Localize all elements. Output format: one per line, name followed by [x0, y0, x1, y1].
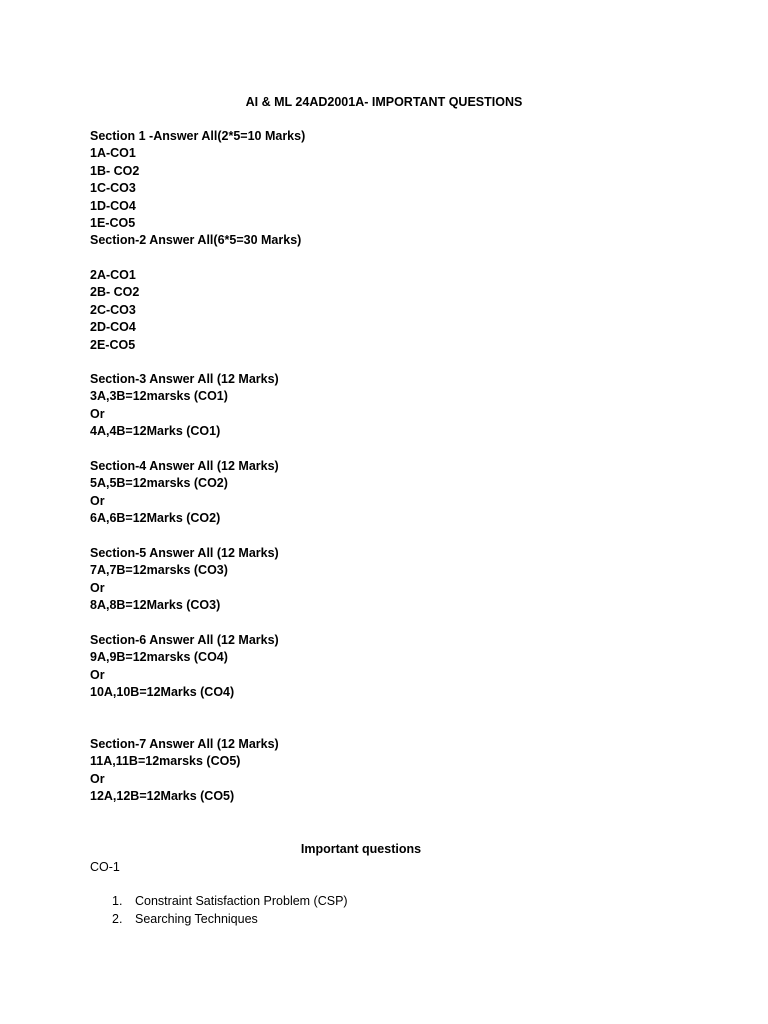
section-2-item: 2C-CO3 [90, 302, 136, 317]
section-5-line: 8A,8B=12Marks (CO3) [90, 598, 221, 613]
section-1-item: 1E-CO5 [90, 215, 136, 230]
section-4 [90, 458, 279, 528]
section-3-line: 3A,3B=12marsks (CO1) [90, 389, 228, 404]
section-2-item: 2D-CO4 [90, 320, 136, 335]
section-2-item: 2E-CO5 [90, 337, 136, 352]
section-3 [90, 371, 279, 441]
section-3-line: 4A,4B=12Marks (CO1) [90, 424, 221, 439]
section-4-line: 6A,6B=12Marks (CO2) [90, 511, 221, 526]
section-1 [90, 128, 305, 250]
section-7-line: Or [90, 771, 105, 786]
section-6-line: Or [90, 667, 105, 682]
section-2-item: 2A-CO1 [90, 268, 136, 282]
list-item-text: Searching Techniques [135, 912, 258, 926]
section-2-heading: Section-2 Answer All(6*5=30 Marks) [90, 233, 302, 248]
important-questions-heading: Important questions [300, 842, 422, 856]
section-4-line: 5A,5B=12marsks (CO2) [90, 476, 228, 491]
list-item-number: 2. [112, 912, 123, 926]
section-2 [90, 267, 139, 354]
section-6-line: 9A,9B=12marsks (CO4) [90, 650, 228, 665]
section-4-line: Or [90, 493, 105, 508]
section-6-line: 10A,10B=12Marks (CO4) [90, 685, 235, 700]
section-6-heading: Section-6 Answer All (12 Marks) [90, 633, 279, 647]
section-7-line: 12A,12B=12Marks (CO5) [90, 789, 235, 804]
section-5-line: Or [90, 580, 105, 595]
document-title: AI & ML 24AD2001A- IMPORTANT QUESTIONS [245, 95, 523, 109]
section-5-heading: Section-5 Answer All (12 Marks) [90, 546, 279, 560]
co-label: CO-1 [90, 860, 120, 874]
section-6 [90, 632, 279, 702]
section-3-line: Or [90, 406, 105, 421]
section-5-line: 7A,7B=12marsks (CO3) [90, 563, 228, 578]
section-5 [90, 545, 279, 615]
section-2-item: 2B- CO2 [90, 285, 140, 300]
section-3-heading: Section-3 Answer All (12 Marks) [90, 372, 279, 386]
list-item-number: 1. [112, 894, 123, 908]
section-1-item: 1A-CO1 [90, 146, 136, 161]
section-1-item: 1D-CO4 [90, 198, 136, 213]
section-1-item: 1C-CO3 [90, 181, 136, 196]
section-7-line: 11A,11B=12marsks (CO5) [90, 754, 241, 769]
list-item [112, 910, 348, 928]
section-7-heading: Section-7 Answer All (12 Marks) [90, 737, 279, 751]
section-4-heading: Section-4 Answer All (12 Marks) [90, 459, 279, 473]
list-item [112, 892, 348, 910]
important-questions-list [112, 892, 348, 928]
section-7 [90, 736, 279, 806]
section-1-heading: Section 1 -Answer All(2*5=10 Marks) [90, 129, 306, 143]
list-item-text: Constraint Satisfaction Problem (CSP) [135, 894, 348, 908]
section-1-item: 1B- CO2 [90, 163, 140, 178]
